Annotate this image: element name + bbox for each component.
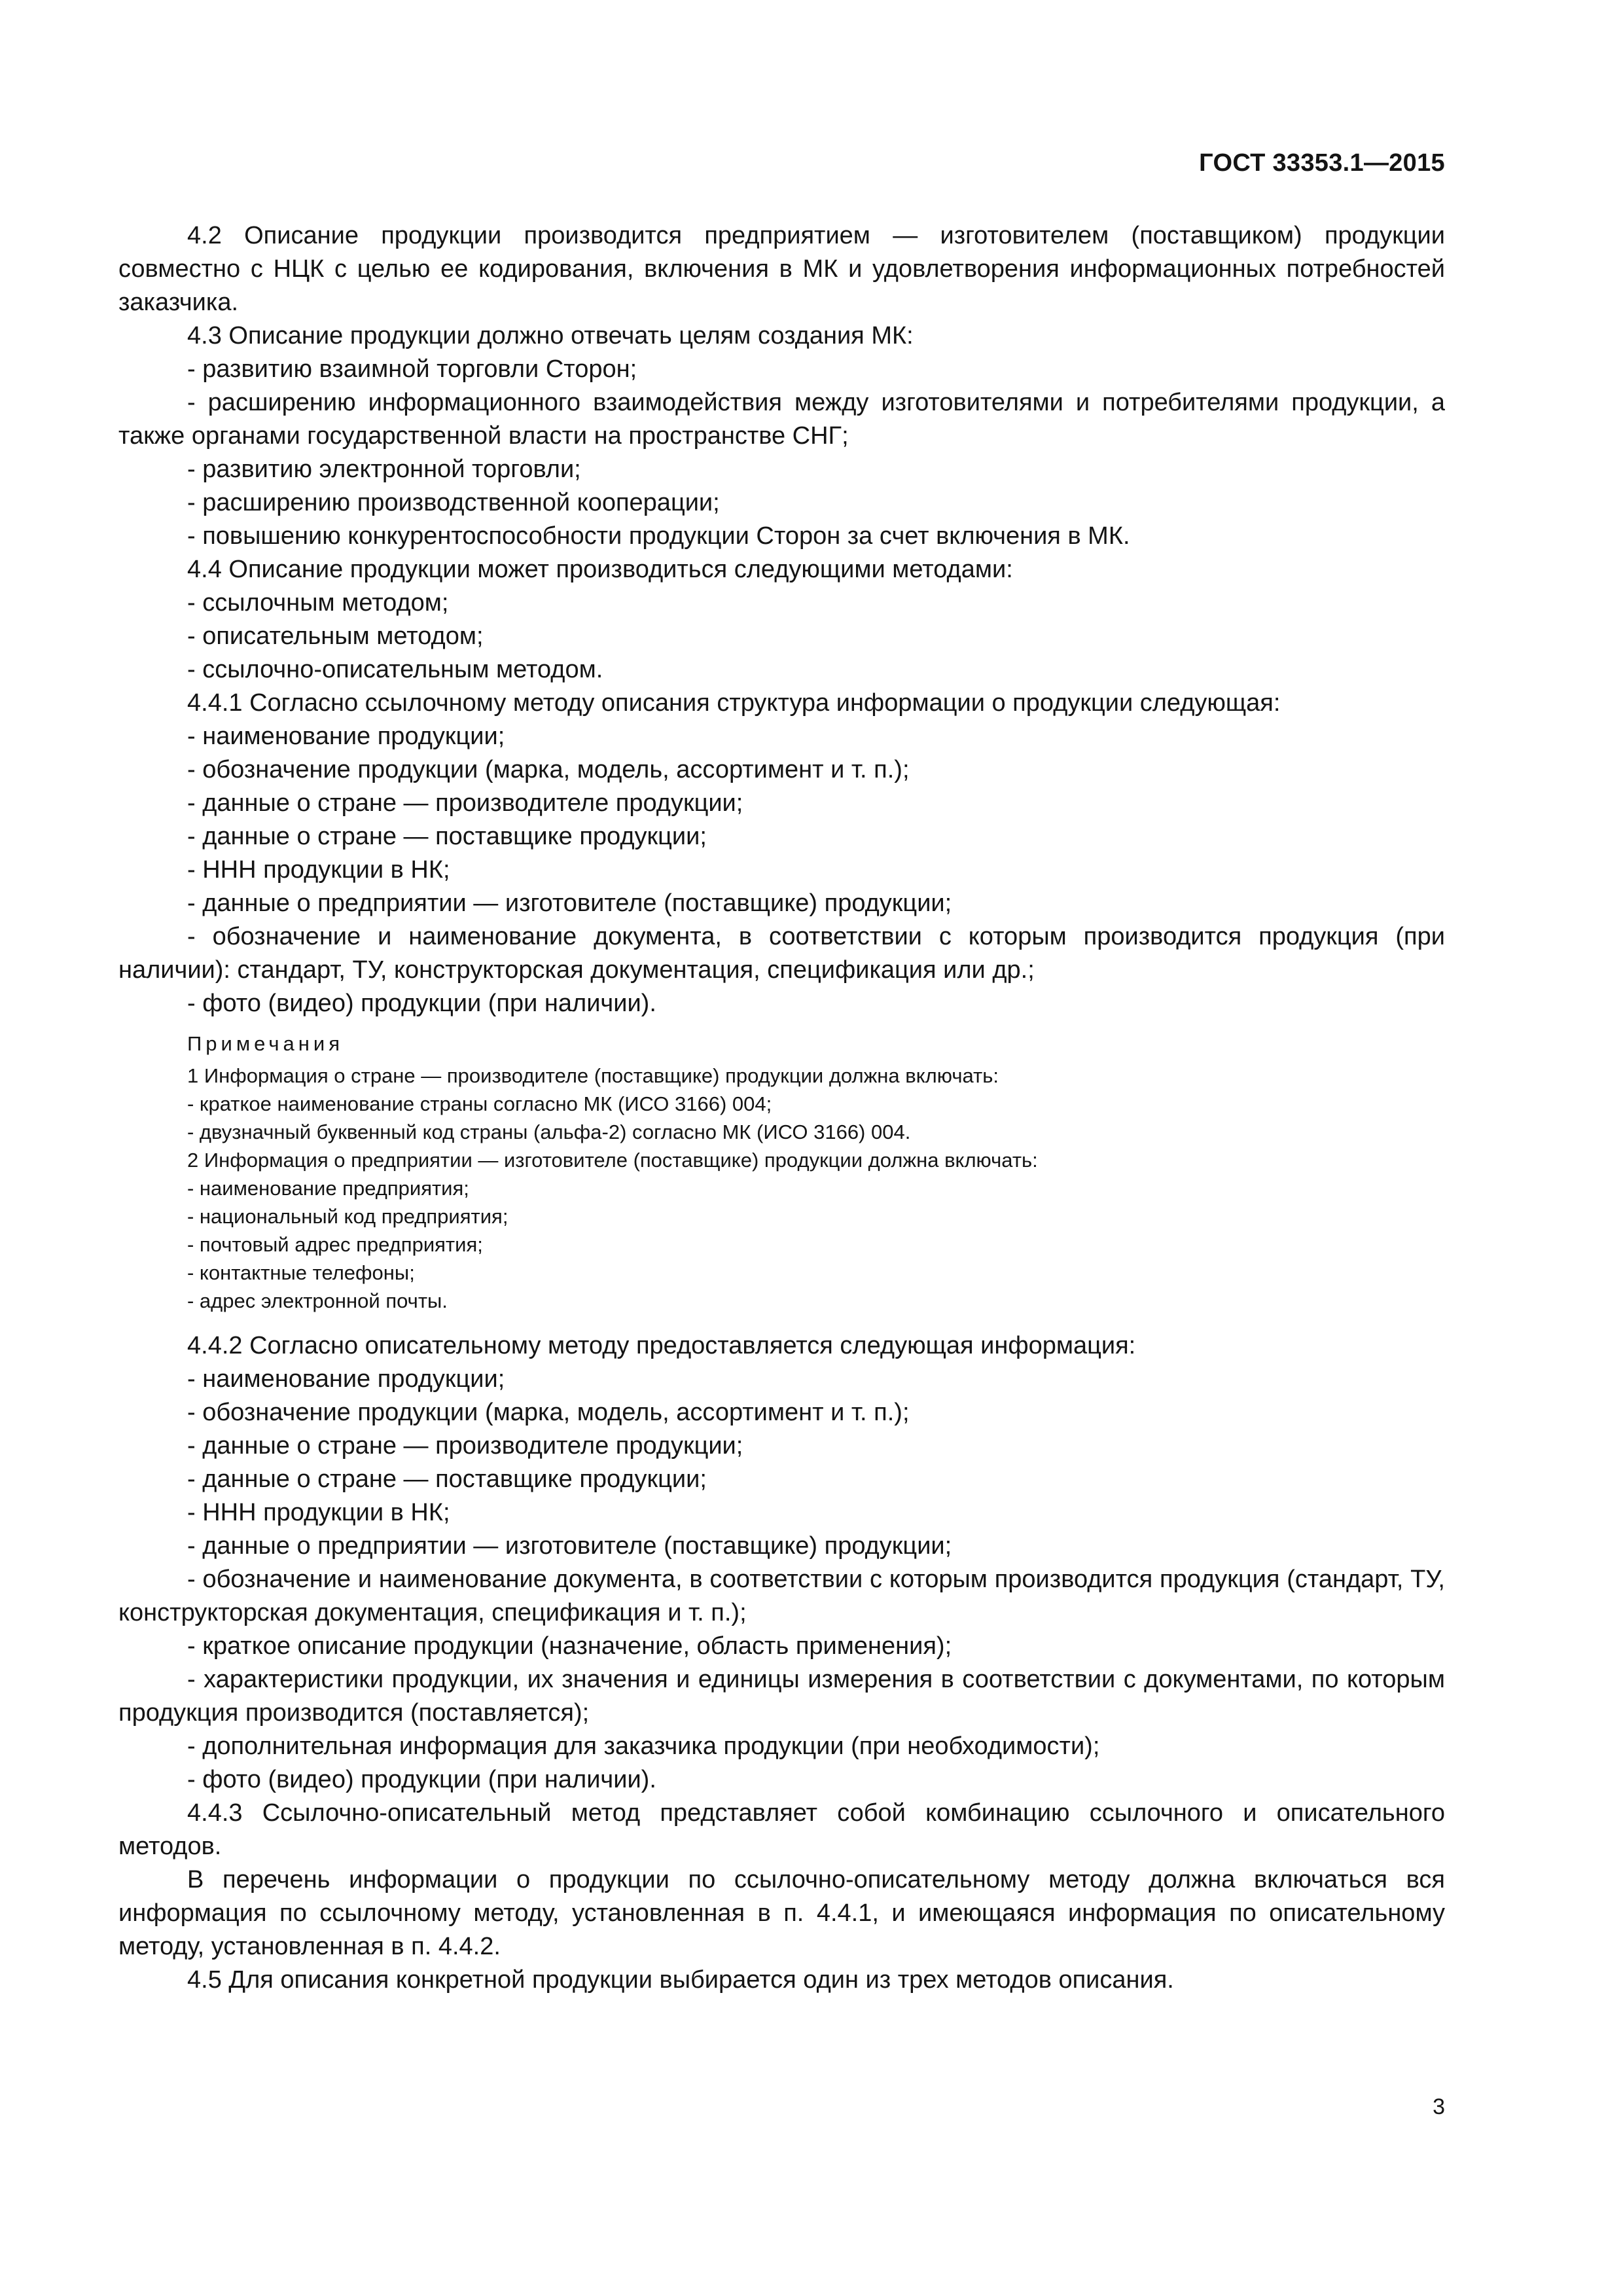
notes-title: Примечания [187, 1032, 344, 1055]
note-item: - контактные телефоны; [187, 1261, 415, 1284]
paragraph-4-2: 4.2 Описание продукции производится предприятием — изготовителем (поставщиком) продукции совместно с НЦК с целью ее кодирования, включения в МК и удовлетворения информационных потребностей заказчика. [118, 222, 1445, 316]
note-item: - почтовый адрес предприятия; [187, 1233, 483, 1256]
paragraph-4-4-1: 4.4.1 Согласно ссылочному методу описания структура информации о продукции следующая: [187, 689, 1281, 717]
paragraph-summary: В перечень информации о продукции по ссылочно-описательному методу должна включаться вся информация по ссылочному методу, установленная в п. 4.4.1, и имеющаяся информация по описательному методу, установленная в п. 4.4.2. [118, 1866, 1445, 1960]
list-item: - данные о предприятии — изготовителе (поставщике) продукции; [187, 889, 952, 917]
list-item: - краткое описание продукции (назначение, область применения); [187, 1632, 952, 1660]
list-item: - обозначение и наименование документа, в соответствии с которым производится продукция (при наличии): стандарт, ТУ, конструкторская документация, спецификация или др.; [118, 923, 1445, 984]
paragraph-4-4-3: 4.4.3 Ссылочно-описательный метод представляет собой комбинацию ссылочного и описательного методов. [118, 1799, 1445, 1860]
note-item: - адрес электронной почты. [187, 1289, 448, 1312]
note-item: 2 Информация о предприятии — изготовителе (поставщике) продукции должна включать: [187, 1149, 1038, 1172]
list-item: - обозначение продукции (марка, модель, ассортимент и т. п.); [187, 756, 910, 783]
list-item: - ссылочно-описательным методом. [187, 656, 603, 683]
list-item: - фото (видео) продукции (при наличии). [187, 990, 656, 1017]
list-item: - повышению конкурентоспособности продукции Сторон за счет включения в МК. [187, 522, 1130, 550]
note-item: - краткое наименование страны согласно МК (ИСО 3166) 004; [187, 1092, 772, 1115]
paragraph-4-4: 4.4 Описание продукции может производиться следующими методами: [187, 556, 1013, 583]
paragraph-4-5: 4.5 Для описания конкретной продукции выбирается один из трех методов описания. [187, 1966, 1174, 1994]
list-item: - ННН продукции в НК; [187, 856, 450, 884]
list-item: - расширению информационного взаимодействия между изготовителями и потребителями продукции, а также органами государственной власти на пространстве СНГ; [118, 389, 1445, 450]
list-item: - наименование продукции; [187, 723, 505, 750]
note-item: - национальный код предприятия; [187, 1205, 508, 1228]
note-item: - наименование предприятия; [187, 1177, 469, 1200]
paragraph-4-4-2: 4.4.2 Согласно описательному методу предоставляется следующая информация: [187, 1332, 1136, 1359]
list-item: - характеристики продукции, их значения и единицы измерения в соответствии с документами, по которым продукция производится (поставляется); [118, 1666, 1445, 1727]
list-item: - фото (видео) продукции (при наличии). [187, 1766, 656, 1793]
list-item: - развитию электронной торговли; [187, 456, 581, 483]
list-item: - данные о стране — производителе продукции; [187, 789, 743, 817]
list-item: - описательным методом; [187, 622, 484, 650]
list-item: - обозначение продукции (марка, модель, ассортимент и т. п.); [187, 1399, 910, 1426]
list-item: - ссылочным методом; [187, 589, 449, 617]
list-item: - обозначение и наименование документа, в соответствии с которым производится продукция (стандарт, ТУ, конструкторская документация, спецификация и т. п.); [118, 1566, 1445, 1626]
list-item: - наименование продукции; [187, 1365, 505, 1393]
list-item: - данные о предприятии — изготовителе (поставщике) продукции; [187, 1532, 952, 1560]
list-item: - расширению производственной кооперации; [187, 489, 720, 516]
notes-block [118, 1030, 1445, 1315]
page-number: 3 [1433, 2094, 1445, 2119]
list-item: - ННН продукции в НК; [187, 1499, 450, 1526]
note-item: 1 Информация о стране — производителе (поставщике) продукции должна включать: [187, 1064, 999, 1087]
paragraph-4-3: 4.3 Описание продукции должно отвечать целям создания МК: [187, 322, 914, 350]
list-item: - данные о стране — поставщике продукции; [187, 1465, 707, 1493]
list-item: - данные о стране — поставщике продукции; [187, 823, 707, 850]
document-body [118, 219, 1445, 1997]
note-item: - двузначный буквенный код страны (альфа-2) согласно МК (ИСО 3166) 004. [187, 1121, 911, 1143]
list-item: - данные о стране — производителе продукции; [187, 1432, 743, 1460]
document-code-header: ГОСТ 33353.1—2015 [1199, 149, 1445, 177]
list-item: - дополнительная информация для заказчика продукции (при необходимости); [187, 1732, 1100, 1760]
list-item: - развитию взаимной торговли Сторон; [187, 355, 637, 383]
